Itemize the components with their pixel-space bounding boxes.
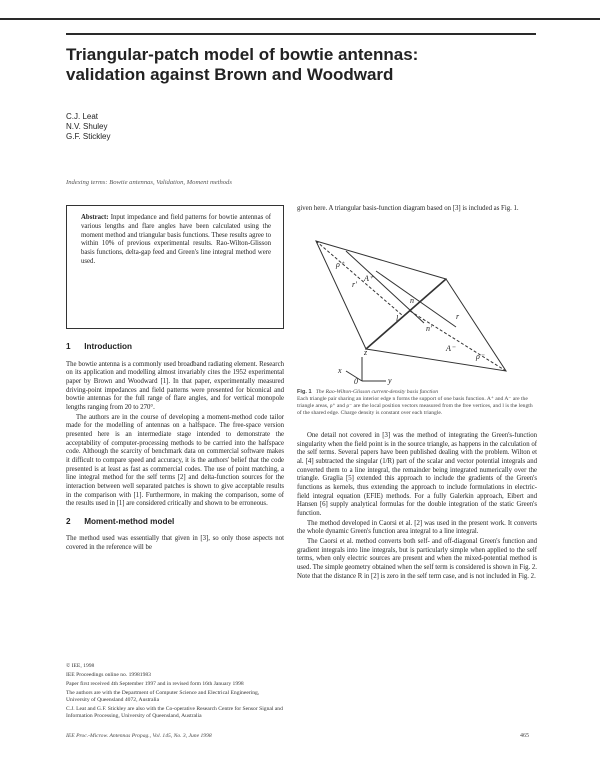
label-n-prime: n′: [426, 324, 432, 333]
section-number: 2: [66, 516, 71, 526]
author-1: C.J. Leat: [66, 112, 99, 121]
figure-caption: [297, 389, 537, 417]
label-rho-minus: ρ⁻: [476, 352, 485, 361]
right-column-intro: [297, 205, 537, 225]
author-3: G.F. Stickley: [66, 132, 111, 141]
triangle-minus: [366, 279, 506, 371]
caption-text: Each triangle pair sharing an interior edge n forms the support of one basis function. A⁺ and A⁻ are the triangle areas, ρ⁺ and ρ⁻ are the local position vectors measured from the free vertices, and l is the length of the shared edge. Charge density is constant over each triangle.: [297, 396, 533, 416]
label-a-minus: A⁻: [446, 344, 456, 353]
shared-edge: [366, 279, 446, 349]
indexing-terms: Indexing terms: Bowtie antennas, Validation, Moment methods: [66, 179, 232, 186]
page-number: 465: [520, 733, 529, 739]
rho-plus-vector: [316, 241, 402, 315]
label-z: z: [364, 348, 368, 357]
section-heading-introduction: [66, 343, 284, 352]
paragraph: The method developed in Caorsi et al. [2] was used in the present work. It converts the whole dynamic Green's function area integral to a line integral.: [297, 519, 537, 536]
footnote-online-number: IEE Proceedings online no. 19981983: [66, 672, 151, 678]
author-2: N.V. Shuley: [66, 122, 108, 131]
left-column: [66, 334, 284, 660]
section-heading-moment-method: [66, 518, 284, 527]
label-rho-plus: ρ⁺: [336, 260, 345, 269]
paragraph: given here. A triangular basis-function diagram based on [3] is included as Fig. 1.: [297, 205, 519, 212]
journal-footer: IEE Proc.-Microw. Antennas Propag., Vol. 145, No. 3, June 1998: [66, 733, 212, 739]
label-a-plus: A⁺: [364, 274, 374, 283]
caption-title: The Rao-Wilton-Glisson current-density basis function: [315, 389, 439, 395]
label-n: n: [410, 296, 414, 305]
section-title: Moment-method model: [84, 516, 175, 526]
footnote-copyright: © IEE, 1998: [66, 663, 95, 669]
paragraph: The method used was essentially that given in [3], so only those aspects not covered in the reference will be: [66, 535, 284, 552]
caption-label: Fig. 1: [297, 389, 312, 395]
label-l: l: [396, 314, 399, 323]
label-r: r: [456, 312, 460, 321]
abstract-text: Input impedance and field patterns for bowtie antennas of various lengths and flare angles have been calculated using the moment method and triangular basis functions. These results agree to within 10% of previous experimental results. Rao-Wilton-Glisson basis functions, delta-gap feed and Green's line integral method were used.: [81, 214, 272, 265]
paragraph: The Caorsi et al. method converts both self- and off-diagonal Green's function and gradient integrals into line integrals, but is particularly simple when applied to the self terms, when only electric sources are present and when the mixed-potential method is used. The simple geometry obtained when the self term is considered is shown in Fig. 2. Note that the distance R in [2] is zero in the self term case, and is not included in Fig. 2.: [297, 537, 537, 580]
footnotes: [66, 663, 284, 722]
author-list: [66, 112, 110, 142]
label-y: y: [388, 376, 392, 385]
section-title: Introduction: [84, 342, 132, 351]
paragraph: The authors are in the course of developing a moment-method code tailor made for the modelling of antennas on a halfspace. The free-space version presented here is an intermediate stage intended to demonstrate the acceptability of computer-processing methods to be carried into the halfspace code. Although the scarcity of benchmark data on commercial software makes it difficult to compare speed and accuracy, it is the authors' belief that the code presented is at least as fast as commercial codes. The use of point matching, a line integral method for the self terms [2] and delta-function sources for the interaction between well separated patches is shown to give acceptable results in the comparison with [1]. Furthermore, in making the comparison, some of the results used in [1] are considered critically and shown to be erroneous.: [66, 413, 284, 508]
top-rule: [0, 18, 600, 20]
section-number: 1: [66, 342, 71, 351]
footnote-affiliation: The authors are with the Department of Computer Science and Electrical Engineering, University of Queensland 4072, Australia: [66, 690, 260, 703]
paragraph: One detail not covered in [3] was the method of integrating the Green's-function singularity when the field point is in the source triangle, as happens in the calculation of the self terms. Several papers have been published dealing with the problem. Wilton et al. [4] subtracted the singular (1/R) part of the scalar and vector potential integrals and converted them to a line integral, the remainder being integrated numerically over the triangle. Graglia [5] extended this approach to include the gradients of the Green's functions as kernels, thus extending the approach to include formulations in electric-field integral equation (EFIE) methods. For a fully Galerkin approach, Eibert and Hansen [6] supply analytical formulas for the double integration of the static Green's function.: [297, 432, 537, 517]
label-origin: 0: [354, 377, 358, 386]
position-vector-r: [376, 271, 456, 327]
title-line-1: Triangular-patch model of bowtie antennas:: [66, 45, 419, 64]
source-vector-r-prime: [346, 251, 424, 323]
paper-title: [66, 45, 526, 85]
label-r-prime: r′: [352, 280, 357, 289]
footnote-received: Paper first received 4th September 1997 and in revised form 16th January 1998: [66, 681, 244, 687]
abstract-box: [66, 205, 284, 329]
abstract-label: Abstract:: [81, 214, 109, 221]
basis-function-figure: [306, 231, 526, 386]
paragraph: The bowtie antenna is a commonly used broadband radiating element. Research on its application and modelling almost invariably cites the 1952 experimental paper by Brown and Woodward [1]. In that paper, experimentally measured driving-point impedances and field patterns were presented for biconical and bowtie antennas for the full range of flare angles, and for vertical monopole lengths ranging from 20 to 270°.: [66, 360, 284, 411]
title-rule: [66, 33, 536, 35]
right-column-body: [297, 432, 537, 728]
footnote-affiliation-2: C.J. Leat and G.F. Stickley are also with the Co-operative Research Centre for Sensor Signal and Information Processing, University of Queensland, Australia: [66, 706, 283, 719]
label-x: x: [338, 366, 342, 375]
title-line-2: validation against Brown and Woodward: [66, 65, 394, 84]
